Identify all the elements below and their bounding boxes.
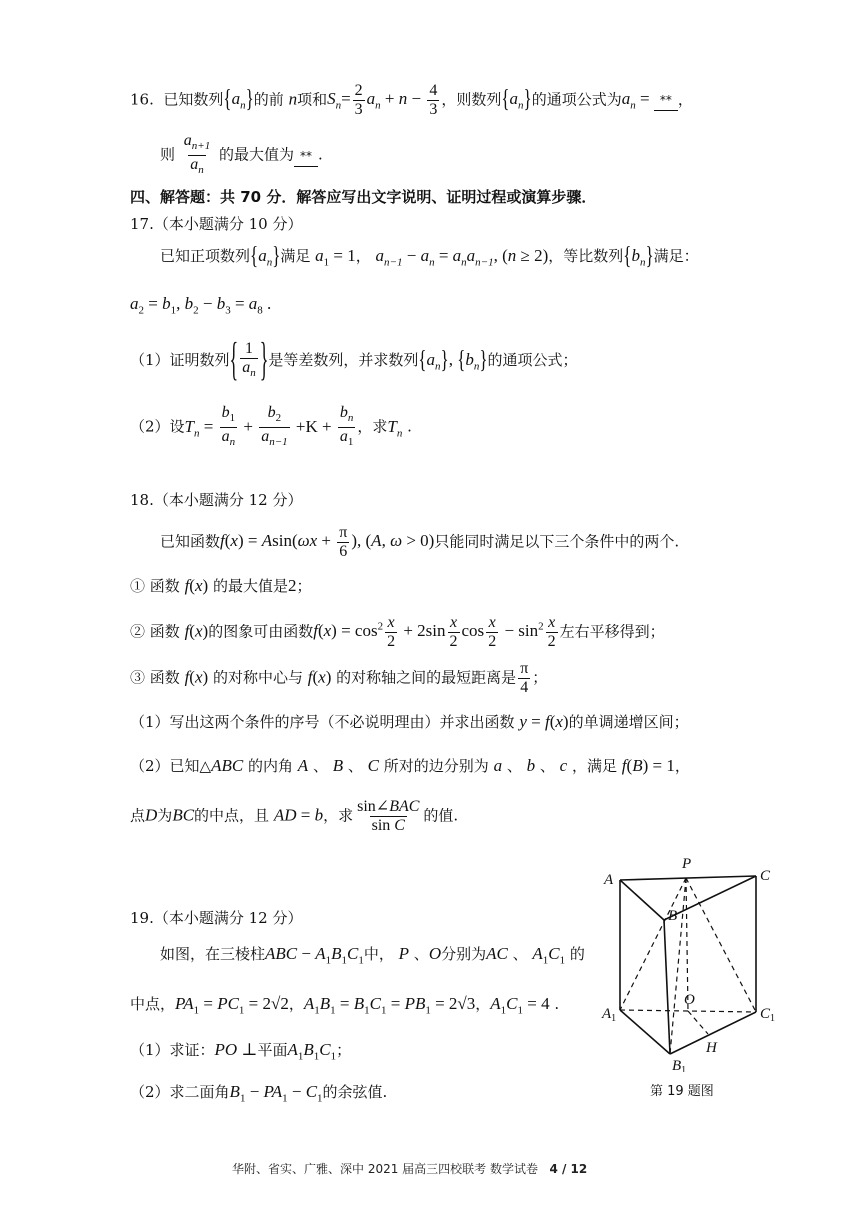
q18-part2-line2: 点D为BC的中点，且 AD = b，求 $\frac{\text{sin∠BAC}}{\text{sin C}}$ 的值. (130, 798, 459, 834)
edge-OH (688, 1011, 708, 1034)
label-A: A (604, 872, 614, 888)
answer-blank-2[interactable]: ** (294, 146, 318, 167)
page-footer (232, 1160, 587, 1177)
label-P: P (682, 856, 692, 872)
q17-line2: $a_2 = b_1$, $b_2 - b_3 = a_8$ . (130, 294, 272, 317)
q18-cond3: ③ 函数 f(x) 的对称中心与 f(x) 的对称轴之间的最短距离是 $\frac{\pi}{4}$ ； (130, 660, 548, 696)
label-C1: $C_1$ (760, 1006, 776, 1024)
footer-text: 华附、省实、广雅、深中 2021 届高三四校联考 数学试卷 (232, 1162, 538, 1176)
q18-cond2: ② 函数 f(x)的图象可由函数$f(x) = \cos^2$ $\frac{x}{2}$ + 2sin $\frac{x}{2}$ cos $\frac{x}{2}$ − $\sin^2$ $\frac{x}{2}$ 左右平移得到； (130, 614, 665, 650)
q19-header: 19.（本小题满分 12 分） (130, 909, 303, 927)
label-A1: $A_1$ (602, 1006, 617, 1024)
section-heading: 四、解答题：共 70 分．解答应写出文字说明、证明过程或演算步骤． (130, 188, 597, 206)
q19-part2: （2）求二面角$B_1 - PA_1 - C_1$的余弦值. (130, 1082, 388, 1105)
edge-BB1 (664, 920, 670, 1054)
q18-part1: （1）写出这两个条件的序号（不必说明理由）并求出函数 y = f(x)的单调递增区间； (130, 712, 689, 731)
q16-line1: 16. 已知数列$\{a_n\}$的前 n项和$S_n=$ $\frac{2}{3}$ $a_n + n$ − $\frac{4}{3}$ ，则数列$\{a_n\}$的通项公式为$a_n$ = ** ， (130, 82, 693, 118)
label-C: C (760, 868, 771, 884)
q19-line2: 中点，$PA_1 = PC_1 = 2√2$，$A_1B_1 = B_1C_1 = PB_1 = 2√3$，$A_1C_1 = 4$ . (130, 994, 560, 1017)
answer-blank-1[interactable]: ** (654, 90, 678, 111)
edge-A1B1 (620, 1010, 670, 1054)
q17-part1: （1）证明数列{ $\frac{1}{a_n}$ }是等差数列，并求数列$\{a_n\}$, $\{b_n\}$的通项公式； (130, 333, 578, 385)
q18-line1: 已知函数f(x) = Asin(ωx + $\frac{\pi}{6}$ ), (A, ω > 0)只能同时满足以下三个条件中的两个. (160, 524, 680, 560)
edge-PC1 (686, 878, 756, 1012)
q18-part2: （2）已知△ABC 的内角 A 、 B 、 C 所对的边分别为 a 、 b 、 c ，满足 f(B) = 1， (130, 756, 690, 775)
q16-number: 16. (130, 90, 154, 109)
q18-cond1: ① 函数 f(x) 的最大值是2； (130, 576, 312, 595)
page-number: 4 / 12 (549, 1162, 588, 1176)
q19-part1: （1）求证：PO ⊥平面$A_1B_1C_1$； (130, 1040, 352, 1063)
q17-part2: （2）设$T_n$ = $\frac{b_1}{a_n}$ + $\frac{b_2}{a_{n-1}}$ +K + $\frac{b_n}{a_1}$ ，求$T_n$ . (130, 404, 412, 451)
label-B1: $B_1$ (672, 1058, 687, 1072)
q17-line1: 已知正项数列$\{a_n\}$满足 $a_1 = 1$， $a_{n-1} - a_n = a_na_{n-1}$, (n ≥ 2)，等比数列$\{b_n\}$满足： (160, 241, 699, 270)
edge-BC (664, 876, 756, 920)
label-O: O (684, 992, 695, 1008)
q17-header: 17.（本小题满分 10 分） (130, 215, 303, 233)
figure-caption: 第 19 题图 (650, 1084, 714, 1099)
edge-AB (620, 880, 664, 920)
q19-line1: 如图，在三棱柱ABC − $A_1B_1C_1$中， P 、O分别为AC 、 $A_1C_1$ 的 (160, 944, 585, 967)
label-H: H (706, 1040, 717, 1056)
prism-figure (596, 852, 786, 1072)
q18-header: 18.（本小题满分 12 分） (130, 491, 303, 509)
edge-AC (620, 876, 756, 880)
label-B: B (668, 908, 678, 924)
q16-line2: 则 $\frac{a_{n+1}}{a_n}$ 的最大值为 ** . (160, 132, 323, 179)
